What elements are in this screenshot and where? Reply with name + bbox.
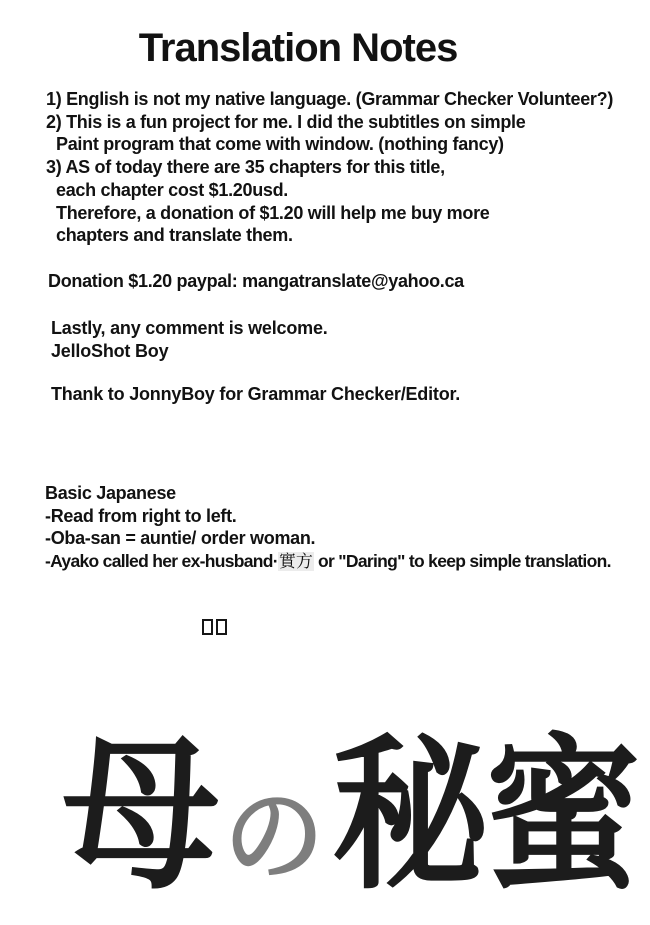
note-line: Paint program that come with window. (nothing fancy): [56, 134, 504, 155]
rule-item-ayako: [45, 550, 611, 574]
note-line: Therefore, a donation of $1.20 will help me buy more: [56, 202, 490, 223]
rule-item: -Oba-san = auntie/ order woman.: [45, 528, 316, 549]
author-name: JelloShot Boy: [51, 340, 169, 361]
ayako-suffix: or "Daring" to keep simple translation.: [313, 550, 611, 571]
missing-glyph-box: [202, 619, 213, 635]
donation-paypal-line: Donation $1.20 paypal: mangatranslate@yahoo.ca: [48, 271, 464, 291]
ayako-prefix: -Ayako called her ex-husband·: [45, 550, 278, 571]
thanks-line: Thank to JonnyBoy for Grammar Checker/Editor.: [51, 384, 461, 404]
note-line: each chapter cost $1.20usd.: [56, 179, 289, 200]
basic-japanese-section: [45, 482, 611, 573]
basic-japanese-heading: Basic Japanese: [45, 483, 176, 503]
closing-block: [51, 317, 328, 362]
note-line: 1) English is not my native language. (Grammar Checker Volunteer?): [46, 89, 614, 109]
note-line: 3) AS of today there are 35 chapters for this title,: [46, 157, 445, 178]
ayako-kanji: 實方: [278, 551, 313, 571]
missing-glyph-boxes: [202, 619, 227, 635]
closing-line: Lastly, any comment is welcome.: [51, 318, 328, 338]
note-line: 2) This is a fun project for me. I did the subtitles on simple: [46, 111, 526, 132]
manga-title-particle-no: の: [223, 779, 325, 896]
manga-title-kanji-mother: 母: [62, 725, 214, 909]
note-line: chapters and translate them.: [56, 225, 293, 246]
numbered-notes: [46, 88, 613, 247]
manga-title-kanji-secret: 秘蜜: [331, 725, 636, 909]
page-title: Translation Notes: [138, 26, 458, 70]
rule-item: -Read from right to left.: [45, 505, 237, 526]
manga-title: [62, 725, 636, 909]
missing-glyph-box: [216, 619, 227, 635]
